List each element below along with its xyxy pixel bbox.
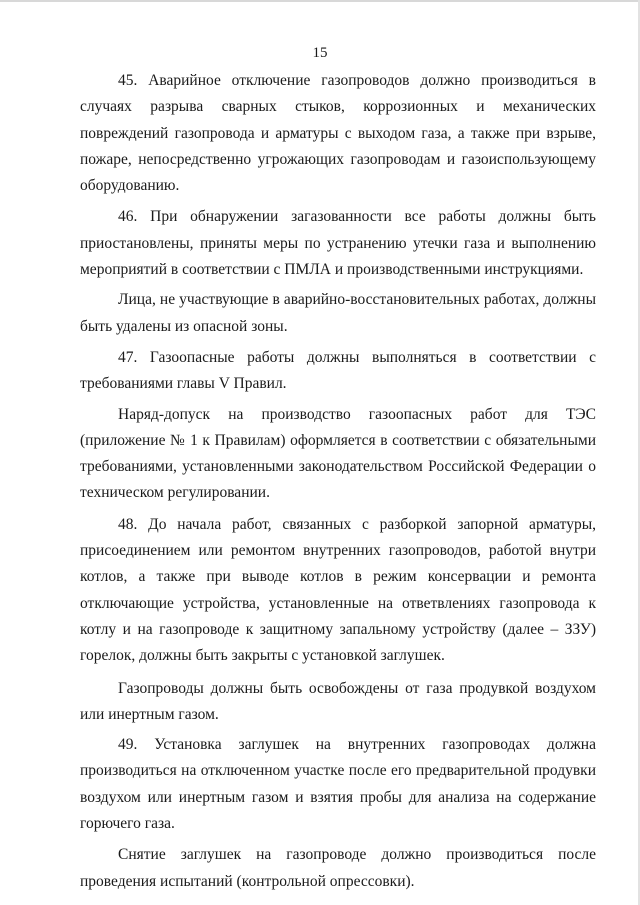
paragraph-47: 47. Газоопасные работы должны выполняться в соответствии с требованиями главы V Правил. <box>80 348 596 393</box>
paragraph-46-persons: Лица, не участвующие в аварийно-восстановительных работах, должны быть удалены из опасной зоны. <box>80 291 596 335</box>
scan-edge-top <box>0 0 640 2</box>
body-text <box>80 68 596 895</box>
page-number: 15 <box>312 45 328 61</box>
paragraph-49-removal: Снятие заглушек на газопроводе должно производиться после проведения испытаний (контрольной опрессовки). <box>80 846 596 890</box>
paragraph-49: 49. Установка заглушек на внутренних газопроводах должна производиться на отключенном участке после его предварительной продувки воздухом или инертным газом и взятия пробы для анализа на содержание горючего газа. <box>80 736 596 833</box>
paragraph-48: 48. До начала работ, связанных с разборкой запорной арматуры, присоединением или ремонтом внутренних газопроводов, работой внутри котлов, а также при выводе котлов в режим консервации и ремонта отключающие устройства, установленные на ответвлениях газопровода к котлу и на газопроводе к защитному запальному устройству (далее – ЗЗУ) горелок, должны быть закрыты с установкой заглушек. <box>80 515 596 665</box>
paragraph-45: 45. Аварийное отключение газопроводов должно производиться в случаях разрыва сварных стыков, коррозионных и механических повреждений газопровода и арматуры с выходом газа, а также при взрыве, пожаре, непосредственно угрожающих газопроводам и газоиспользующему оборудованию. <box>80 72 596 195</box>
paragraph-48-purge: Газопроводы должны быть освобождены от газа продувкой воздухом или инертным газом. <box>80 679 596 723</box>
paragraph-47-permit: Наряд-допуск на производство газоопасных работ для ТЭС (приложение № 1 к Правилам) оформляется в соответствии с обязательными требованиями, установленными законодательством Российской Федерации о техническом регулировании. <box>80 405 596 502</box>
paragraph-46: 46. При обнаружении загазованности все работы должны быть приостановлены, приняты меры по устранению утечки газа и выполнению мероприятий в соответствии с ПМЛА и производственными инструкциями. <box>80 208 596 279</box>
